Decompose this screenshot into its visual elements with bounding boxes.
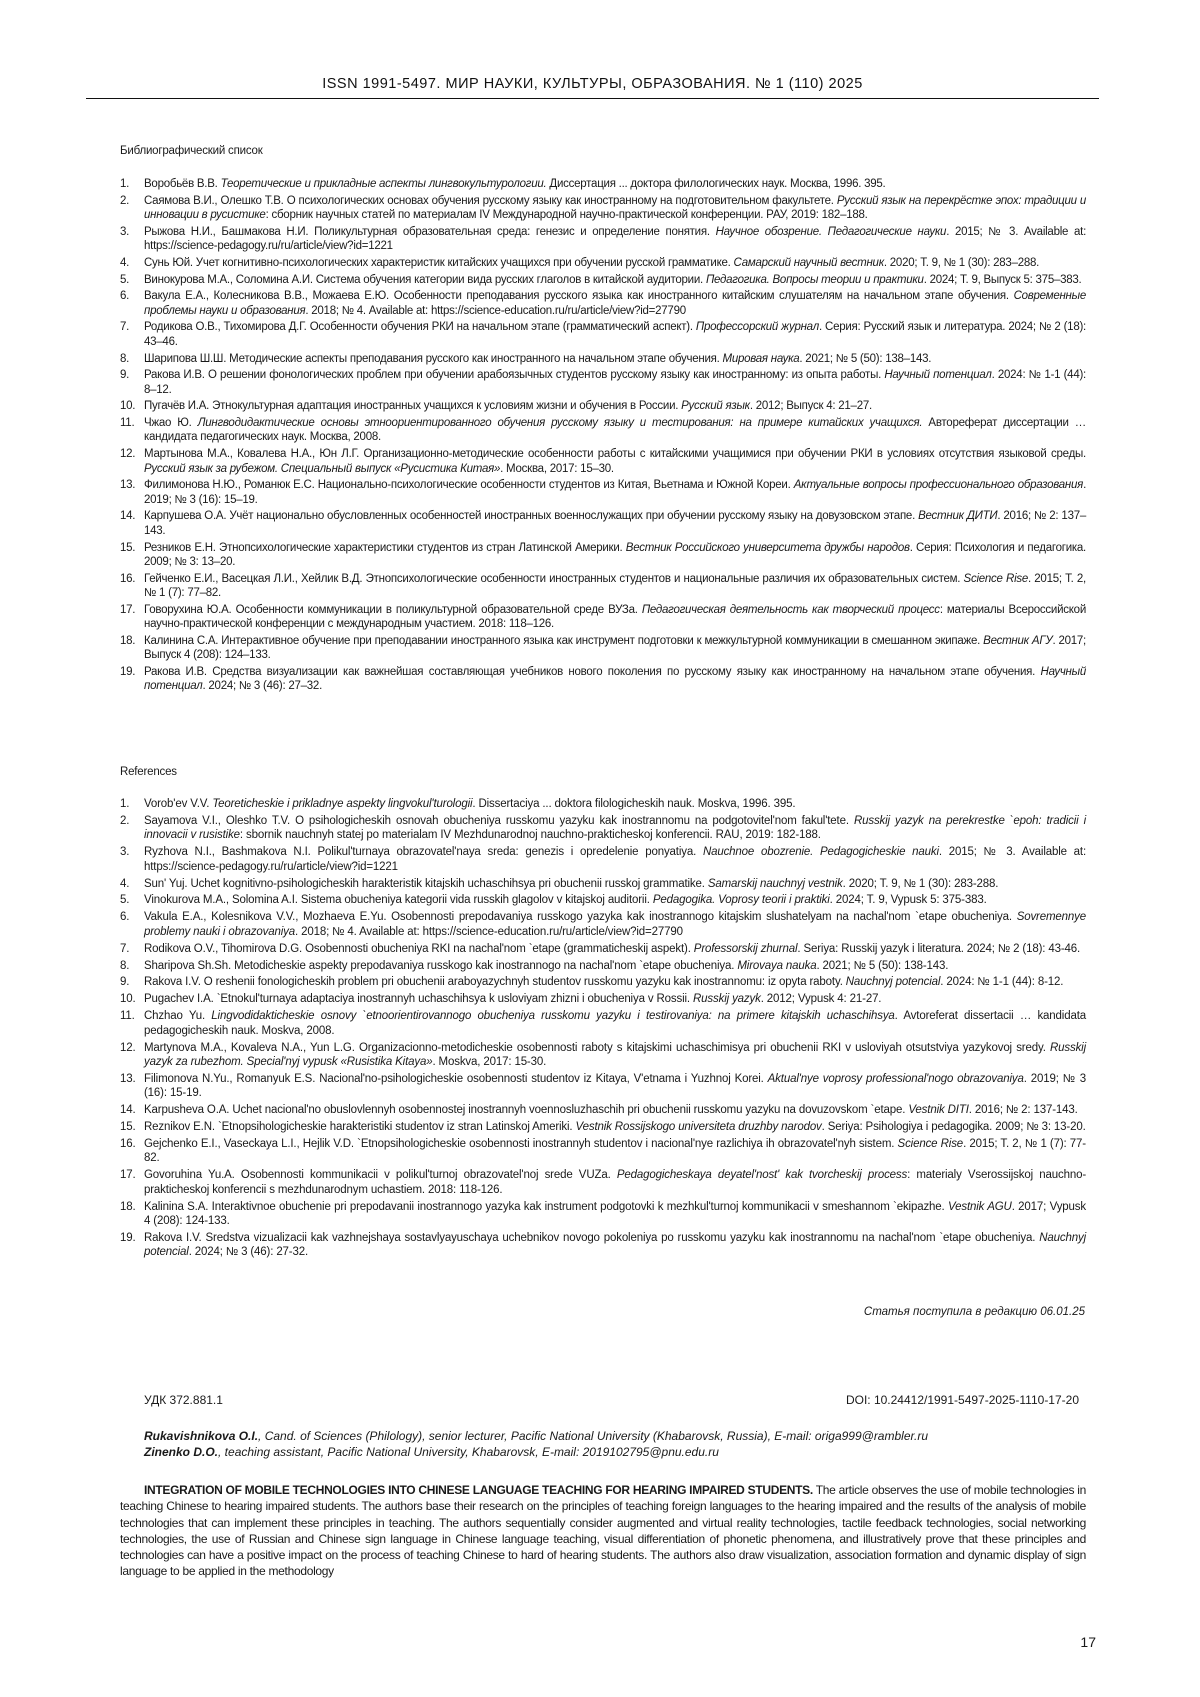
reference-text: Филимонова Н.Ю., Романюк Е.С. Национально-психологические особенности студентов из Китая, Вьетнама и Южной Кореи. Актуальные вопросы профессионального образования. 2019; № 3 (16): 15–19. xyxy=(144,479,1087,506)
reference-item xyxy=(120,1200,1086,1229)
reference-text: Gejchenko E.I., Vaseckaya L.I., Hejlik V.D. `Etnopsihologicheskie osobennosti inostrannyh studentov i nacional'nye razlichiya ih obrazovatel'nyh sistem. Science Rise. 2015; T. 2, № 1 (7): 77-82. xyxy=(144,1138,1086,1165)
reference-item xyxy=(120,399,1086,413)
reference-number: 18. xyxy=(120,1200,136,1213)
reference-number: 14. xyxy=(120,1104,136,1117)
author-name: Rukavishnikova O.I. xyxy=(144,1429,259,1443)
reference-item xyxy=(120,893,1086,907)
reference-text: Filimonova N.Yu., Romanyuk E.S. Nacional'no-psihologicheskie osobennosti studentov iz Kitaya, V'etnama i Yuzhnoj Korei. Aktual'nye voprosy professional'nogo obrazovaniya. 2019; № 3 (16): 15-19. xyxy=(144,1072,1086,1100)
reference-item xyxy=(120,572,1086,601)
author-line xyxy=(144,1428,1094,1444)
reference-text: Резников Е.Н. Этнопсихологические характеристики студентов из стран Латинской Америки. Вестник Российского университета дружбы народов. Серия: Психология и педагогика. 2009; № 3: 13–20. xyxy=(144,541,1086,568)
reference-number: 15. xyxy=(120,1121,136,1134)
reference-item xyxy=(120,814,1086,843)
reference-number: 11. xyxy=(120,1010,135,1023)
reference-number: 17. xyxy=(120,1169,136,1182)
reference-number: 5. xyxy=(120,273,130,286)
reference-item xyxy=(120,665,1086,694)
reference-text: Sayamova V.I., Oleshko T.V. O psihologicheskih osnovah obucheniya russkomu yazyku kak inostrannomu na podgotovitel'nom fakul'tete. Russkij yazyk na perekrestke `epoh: tradicii i innovacii v rusistike: sbornik nauchnyh statej po materialam IV Mezhdunarodnoj nauchno-prakticheskoj konferencii. RAU, 2019: 182-188. xyxy=(144,814,1086,842)
reference-number: 10. xyxy=(120,993,136,1006)
author-details: , teaching assistant, Pacific National University, Khabarovsk, E-mail: 2019102795@pnu.edu.ru xyxy=(218,1445,719,1459)
reference-number: 3. xyxy=(120,846,130,859)
reference-text: Чжао Ю. Лингводидактические основы этноориентированного обучения русскому языку и тестирования: на примере китайских учащихся. Автореферат диссертации … кандидата педагогических наук. Москва, 2008. xyxy=(144,417,1086,444)
reference-number: 6. xyxy=(120,290,130,303)
bibliography-list xyxy=(120,177,1086,696)
reference-item xyxy=(120,289,1086,318)
authors-block xyxy=(144,1428,1094,1460)
author-line xyxy=(144,1444,1094,1460)
reference-text: Sun' Yuj. Uchet kognitivno-psihologicheskih harakteristik kitajskih uchaschihsya pri obuchenii russkoj grammatike. Samarskij nauchnyj vestnik. 2020; T. 9, № 1 (30): 283-288. xyxy=(144,877,999,890)
reference-text: Vinokurova M.A., Solomina A.I. Sistema obucheniya kategorii vida russkih glagolov v kitajskoj auditorii. Pedagogika. Voprosy teorii i praktiki. 2024; T. 9, Vypusk 5: 375-383. xyxy=(144,894,987,907)
reference-text: Говорухина Ю.А. Особенности коммуникации в поликультурной образовательной среде ВУЗа. Педагогическая деятельность как творческий процесс: материалы Всероссийской научно-практической конференции с международным участием. 2018: 118–126. xyxy=(144,603,1086,631)
reference-item xyxy=(120,1009,1086,1038)
reference-number: 13. xyxy=(120,1072,136,1085)
reference-text: Vakula E.A., Kolesnikova V.V., Mozhaeva E.Yu. Osobennosti prepodavaniya russkogo yazyka kak inostrannogo kitajskim slushatelyam na nachal'nom `etape obucheniya. Sovremennye problemy nauki i obrazovaniya. 2018; № 4. Available at: https://science-education.ru/ru/article/view?id=27790 xyxy=(144,911,1086,938)
reference-text: Саямова В.И., Олешко Т.В. О психологических основах обучения русскому языку как иностранному на подготовительном факультете. Русский язык на перекрёстке эпох: традиции и инновации в русистике: сборник научных статей по материалам IV Международной научно-практической конференции. РАУ, 2019: 182–188. xyxy=(144,194,1086,222)
reference-number: 1. xyxy=(120,798,130,810)
reference-item xyxy=(120,368,1086,397)
bibliography-title: Библиографический список xyxy=(120,145,263,157)
reference-text: Rodikova O.V., Tihomirova D.G. Osobennosti obucheniya RKI na nachal'nom `etape (grammaticheskij aspekt). Professorskij zhurnal. Seriya: Russkij yazyk i literatura. 2024; № 2 (18): 43-46. xyxy=(144,942,1081,955)
reference-number: 14. xyxy=(120,510,136,523)
reference-number: 3. xyxy=(120,225,130,238)
reference-item xyxy=(120,942,1086,956)
reference-item xyxy=(120,194,1086,223)
reference-item xyxy=(120,975,1086,989)
reference-text: Ракова И.В. О решении фонологических проблем при обучении арабоязычных студентов русскому языку как иностранному: из опыта работы. Научный потенциал. 2024: № 1-1 (44): 8–12. xyxy=(144,369,1086,396)
reference-item xyxy=(120,1103,1086,1117)
reference-number: 16. xyxy=(120,1138,136,1151)
reference-item xyxy=(120,1072,1086,1101)
reference-number: 12. xyxy=(120,448,136,461)
reference-text: Sharipova Sh.Sh. Metodicheskie aspekty prepodavaniya russkogo kak inostrannogo na nachal'nom `etape obucheniya. Mirovaya nauka. 2021; № 5 (50): 138-143. xyxy=(144,959,949,972)
reference-text: Rakova I.V. Sredstva vizualizacii kak vazhnejshaya sostavlyayuschaya uchebnikov novogo pokoleniya po russkomu yazyku kak inostrannomu na nachal'nom `etape obucheniya. Nauchnyj potencial. 2024; № 3 (46): 27-32. xyxy=(144,1231,1086,1259)
reference-item xyxy=(120,1041,1086,1070)
reference-text: Мартынова М.А., Ковалева Н.А., Юн Л.Г. Организационно-методические особенности работы с китайскими учащимися при обучении РКИ в условиях отсутствия языковой среды. Русский язык за рубежом. Специальный выпуск «Русистика Китая». Москва, 2017: 15–30. xyxy=(144,448,1086,475)
reference-text: Vorob'ev V.V. Teoreticheskie i prikladnye aspekty lingvokul'turologii. Dissertaciya ... doktora filologicheskih nauk. Moskva, 1996. 395. xyxy=(144,798,796,810)
reference-item xyxy=(120,416,1086,445)
reference-text: Reznikov E.N. `Etnopsihologicheskie harakteristiki studentov iz stran Latinskoj Ameriki. Vestnik Rossijskogo universiteta druzhby narodov. Seriya: Psihologiya i pedagogika. 2009; № 3: 13-20. xyxy=(144,1121,1086,1134)
reference-item xyxy=(120,1137,1086,1166)
reference-text: Govoruhina Yu.A. Osobennosti kommunikacii v polikul'turnoj obrazovatel'noj srede VUZa. Pedagogicheskaya deyatel'nost' kak tvorcheskij process: materialy Vserossijskoj nauchno-prakticheskoj konferencii s mezhdunarodnym uchastiem. 2018: 118-126. xyxy=(144,1169,1087,1196)
reference-number: 2. xyxy=(120,814,130,827)
reference-item xyxy=(120,1168,1086,1197)
references-title: References xyxy=(120,766,177,778)
reference-text: Винокурова М.А., Соломина А.И. Система обучения категории вида русских глаголов в китайской аудитории. Педагогика. Вопросы теории и практики. 2024; Т. 9, Выпуск 5: 375–383. xyxy=(144,273,1082,286)
reference-number: 9. xyxy=(120,369,130,382)
reference-item xyxy=(120,509,1086,538)
reference-number: 7. xyxy=(120,321,130,334)
reference-text: Рыжова Н.И., Башмакова Н.И. Поликультурная образовательная среда: генезис и определение понятия. Научное обозрение. Педагогические науки. 2015; № 3. Available at: https://science-pedagogy.ru/ru/article/view?id=1221 xyxy=(144,225,1087,253)
reference-text: Карпушева О.А. Учёт национально обусловленных особенностей иностранных военнослужащих при обучении русскому языку на довузовском этапе. Вестник ДИТИ. 2016; № 2: 137–143. xyxy=(144,510,1087,537)
reference-number: 16. xyxy=(120,572,136,585)
reference-item xyxy=(120,959,1086,973)
reference-number: 7. xyxy=(120,942,130,955)
reference-text: Ryzhova N.I., Bashmakova N.I. Polikul'turnaya obrazovatel'naya sreda: genezis i opredelenie ponyatiya. Nauchnoe obozrenie. Pedagogicheskie nauki. 2015; № 3. Available at: https://science-pedagogy.ru/ru/article/view?id=1221 xyxy=(144,846,1087,873)
doi: DOI: 10.24412/1991-5497-2025-1110-17-20 xyxy=(845,1393,1079,1407)
reference-item xyxy=(120,177,1086,191)
references-list xyxy=(120,797,1086,1262)
reference-number: 9. xyxy=(120,976,130,989)
reference-item xyxy=(120,320,1086,349)
reference-text: Karpusheva O.A. Uchet nacional'no obuslovlennyh osobennostej inostrannyh voennosluzhaschih pri obuchenii russkomu yazyku na dovuzovskom `etape. Vestnik DITI. 2016; № 2: 137-143. xyxy=(144,1104,1078,1117)
reference-text: Калинина С.А. Интерактивное обучение при преподавании иностранного языка как инструмент подготовки к межкультурной коммуникации в смешанном экипаже. Вестник АГУ. 2017; Выпуск 4 (208): 124–133. xyxy=(144,634,1086,662)
abstract-text: The article observes the use of mobile technologies in teaching Chinese to hearing impaired students. The authors base their research on the principles of teaching foreign languages to the hearing impaired and the results of the analysis of mobile technologies that can implement these principles in teaching. The authors sequentially consider augmented and virtual reality technologies, tactile feedback technologies, social networking technologies, the use of Russian and Chinese sign language in Chinese language teaching, visual differentiation of phonetic phenomena, and illustratively prove that these principles and technologies can have a positive impact on the process of teaching Chinese to hard of hearing students. The authors also draw visualization, association formation and dynamic display of sign language to be applied in the methodology xyxy=(120,1483,1086,1579)
reference-text: Вакула Е.А., Колесникова В.В., Можаева Е.Ю. Особенности преподавания русского языка как иностранного китайским слушателям на начальном этапе обучения. Современные проблемы науки и образования. 2018; № 4. Available at: https://science-education.ru/ru/article/view?id=27790 xyxy=(144,290,1086,317)
reference-text: Пугачёв И.А. Этнокультурная адаптация иностранных учащихся к условиям жизни и обучения в России. Русский язык. 2012; Выпуск 4: 21–27. xyxy=(144,400,872,413)
reference-item xyxy=(120,447,1086,476)
reference-text: Chzhao Yu. Lingvodidakticheskie osnovy `etnoorientirovannogo obucheniya russkomu yazyku i testirovaniya: na primere kitajskih uchaschihsya. Avtoreferat dissertacii … kandidata pedagogicheskih nauk. Moskva, 2008. xyxy=(144,1010,1086,1037)
reference-item xyxy=(120,634,1086,663)
reference-number: 6. xyxy=(120,911,130,924)
reference-number: 13. xyxy=(120,479,136,492)
reference-number: 17. xyxy=(120,603,136,616)
abstract-title: INTEGRATION OF MOBILE TECHNOLOGIES INTO CHINESE LANGUAGE TEACHING FOR HEARING IMPAIRED STUDENTS. xyxy=(144,1483,813,1497)
reference-number: 8. xyxy=(120,959,130,972)
reference-number: 11. xyxy=(120,417,135,430)
udc-code: УДК 372.881.1 xyxy=(144,1393,223,1407)
reference-number: 15. xyxy=(120,541,136,554)
reference-number: 8. xyxy=(120,352,130,365)
reference-item xyxy=(120,910,1086,939)
reference-number: 12. xyxy=(120,1041,136,1054)
reference-number: 19. xyxy=(120,1231,136,1244)
reference-item xyxy=(120,877,1086,891)
reference-item xyxy=(120,1120,1086,1134)
reference-item xyxy=(120,478,1086,507)
reference-item xyxy=(120,603,1086,632)
reference-number: 18. xyxy=(120,634,136,647)
reference-text: Гейченко Е.И., Васецкая Л.И., Хейлик В.Д. Этнопсихологические особенности иностранных студентов и национальные различия их образовательных систем. Science Rise. 2015; Т. 2, № 1 (7): 77–82. xyxy=(144,572,1086,600)
reference-number: 2. xyxy=(120,194,130,207)
journal-header: ISSN 1991-5497. МИР НАУКИ, КУЛЬТУРЫ, ОБРАЗОВАНИЯ. № 1 (110) 2025 xyxy=(322,76,863,92)
author-details: , Cand. of Sciences (Philology), senior lecturer, Pacific National University (Khabarovsk, Russia), E-mail: origa999@rambler.ru xyxy=(258,1429,929,1443)
reference-text: Шарипова Ш.Ш. Методические аспекты преподавания русского как иностранного на начальном этапе обучения. Мировая наука. 2021; № 5 (50): 138–143. xyxy=(144,352,932,365)
reference-item xyxy=(120,1231,1086,1260)
reference-number: 19. xyxy=(120,665,136,678)
reference-number: 5. xyxy=(120,894,130,907)
reference-text: Воробьёв В.В. Теоретические и прикладные аспекты лингвокультурологии. Диссертация ... доктора филологических наук. Москва, 1996. 395. xyxy=(144,178,886,190)
reference-item xyxy=(120,256,1086,270)
reference-text: Rakova I.V. O reshenii fonologicheskih problem pri obuchenii araboyazychnyh studentov russkomu yazyku kak inostrannomu: iz opyta raboty. Nauchnyj potencial. 2024: № 1-1 (44): 8-12. xyxy=(144,976,1064,989)
reference-text: Pugachev I.A. `Etnokul'turnaya adaptaciya inostrannyh uchaschihsya k usloviyam zhizni i obucheniya v Rossii. Russkij yazyk. 2012; Vypusk 4: 21-27. xyxy=(144,993,882,1006)
reference-number: 1. xyxy=(120,178,130,190)
reference-item xyxy=(120,845,1086,874)
header-rule xyxy=(86,98,1099,99)
reference-item xyxy=(120,273,1086,287)
reference-item xyxy=(120,797,1086,811)
reference-text: Родикова О.В., Тихомирова Д.Г. Особенности обучения РКИ на начальном этапе (грамматический аспект). Профессорский журнал. Серия: Русский язык и литература. 2024; № 2 (18): 43–46. xyxy=(144,321,1086,348)
author-name: Zinenko D.O. xyxy=(144,1445,219,1459)
reference-text: Martynova M.A., Kovaleva N.A., Yun L.G. Organizacionno-metodicheskie osobennosti raboty s kitajskimi uchaschimisya pri obuchenii RKI v usloviyah otsutstviya yazykovoj sredy. Russkij yazyk za rubezhom. Special'nyj vypusk «Rusistika Kitaya». Moskva, 2017: 15-30. xyxy=(144,1041,1086,1068)
page-number: 17 xyxy=(1080,1634,1096,1650)
reference-text: Kalinina S.A. Interaktivnoe obuchenie pri prepodavanii inostrannogo yazyka kak instrument podgotovki k mezhkul'turnoj kommunikacii v smeshannom `ekipazhe. Vestnik AGU. 2017; Vypusk 4 (208): 124-133. xyxy=(144,1200,1086,1228)
reference-text: Сунь Юй. Учет когнитивно-психологических характеристик китайских учащихся при обучении русской грамматике. Самарский научный вестник. 2020; Т. 9, № 1 (30): 283–288. xyxy=(144,256,1040,269)
abstract xyxy=(120,1482,1086,1580)
reference-text: Ракова И.В. Средства визуализации как важнейшая составляющая учебников нового поколения по русскому языку как иностранному на начальном этапе обучения. Научный потенциал. 2024; № 3 (46): 27–32. xyxy=(144,665,1086,693)
reference-number: 4. xyxy=(120,877,130,890)
reference-number: 4. xyxy=(120,256,130,269)
reference-item xyxy=(120,225,1086,254)
reference-number: 10. xyxy=(120,400,136,413)
reference-item xyxy=(120,992,1086,1006)
reference-item xyxy=(120,352,1086,366)
reference-item xyxy=(120,541,1086,570)
received-note: Статья поступила в редакцию 06.01.25 xyxy=(863,1306,1085,1318)
